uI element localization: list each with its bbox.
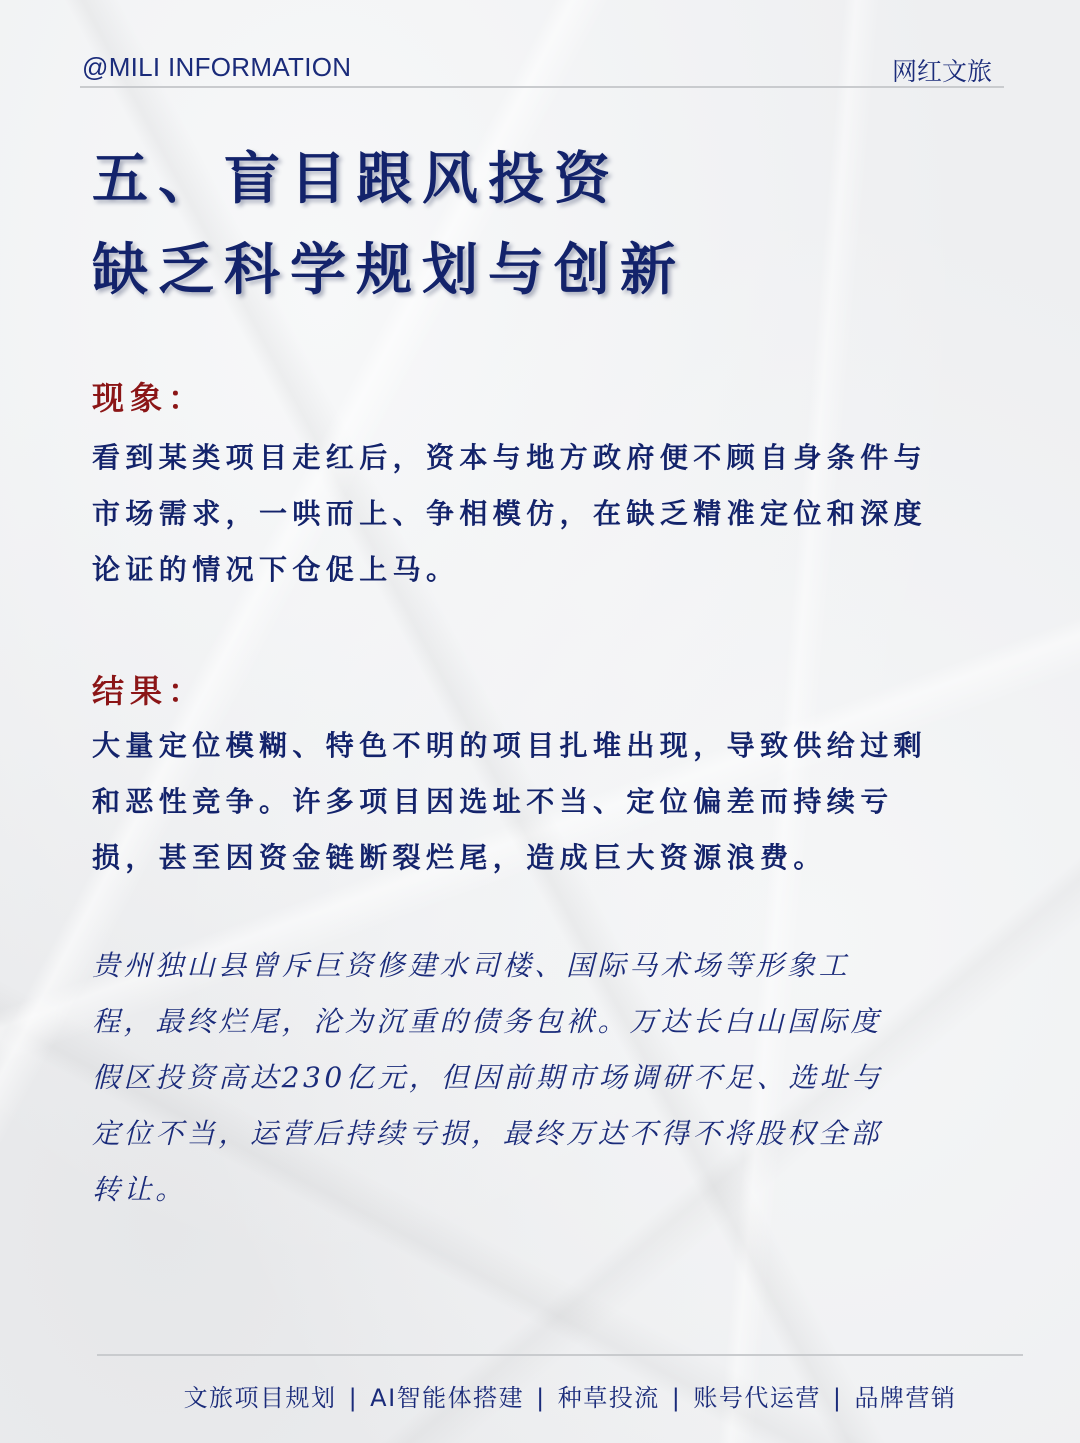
title-line-1: 五、盲目跟风投资 — [92, 146, 620, 212]
result-line: 大量定位模糊、特色不明的项目扎堆出现，导致供给过剩 — [92, 729, 928, 762]
footer-item-brand-marketing: 品牌营销 — [854, 1384, 957, 1412]
brand-handle: @MILI INFORMATION — [82, 52, 352, 82]
footer-item-planning: 文旅项目规划 — [183, 1384, 337, 1412]
header-bar — [80, 50, 1004, 88]
phenomenon-line: 论证的情况下仓促上马。 — [92, 553, 460, 586]
phenomenon-text — [92, 430, 992, 598]
phenomenon-line: 看到某类项目走红后，资本与地方政府便不顾自身条件与 — [92, 441, 928, 474]
footer-services — [0, 1378, 1080, 1413]
case-line: 转让。 — [92, 1173, 187, 1206]
case-line: 定位不当，运营后持续亏损，最终万达不得不将股权全部 — [92, 1117, 883, 1150]
category-tag: 网红文旅 — [891, 57, 992, 86]
footer-separator: | — [671, 1384, 682, 1412]
footer-divider — [97, 1354, 1023, 1356]
case-line: 假区投资高达230亿元，但因前期市场调研不足、选址与 — [92, 1061, 884, 1094]
result-line: 和恶性竞争。许多项目因选址不当、定位偏差而持续亏 — [92, 785, 894, 818]
footer-separator: | — [348, 1384, 359, 1412]
case-line: 贵州独山县曾斥巨资修建水司楼、国际马术场等形象工 — [92, 949, 851, 982]
case-line: 程，最终烂尾，沦为沉重的债务包袱。万达长白山国际度 — [92, 1005, 883, 1038]
result-label: 结果： — [92, 672, 207, 710]
phenomenon-line: 市场需求，一哄而上、争相模仿，在缺乏精准定位和深度 — [92, 497, 928, 530]
result-text — [92, 718, 992, 886]
footer-separator: | — [536, 1384, 546, 1412]
case-study-text — [92, 938, 992, 1218]
footer-item-promotion: 种草投流 — [557, 1384, 660, 1412]
footer-item-account-ops: 账号代运营 — [693, 1384, 821, 1412]
footer-item-ai-agent: AI智能体搭建 — [370, 1384, 525, 1412]
phenomenon-label: 现象： — [92, 379, 207, 417]
footer-separator: | — [832, 1384, 843, 1412]
result-line: 损，甚至因资金链断裂烂尾，造成巨大资源浪费。 — [92, 841, 827, 874]
title-line-2: 缺乏科学规划与创新 — [92, 237, 686, 303]
